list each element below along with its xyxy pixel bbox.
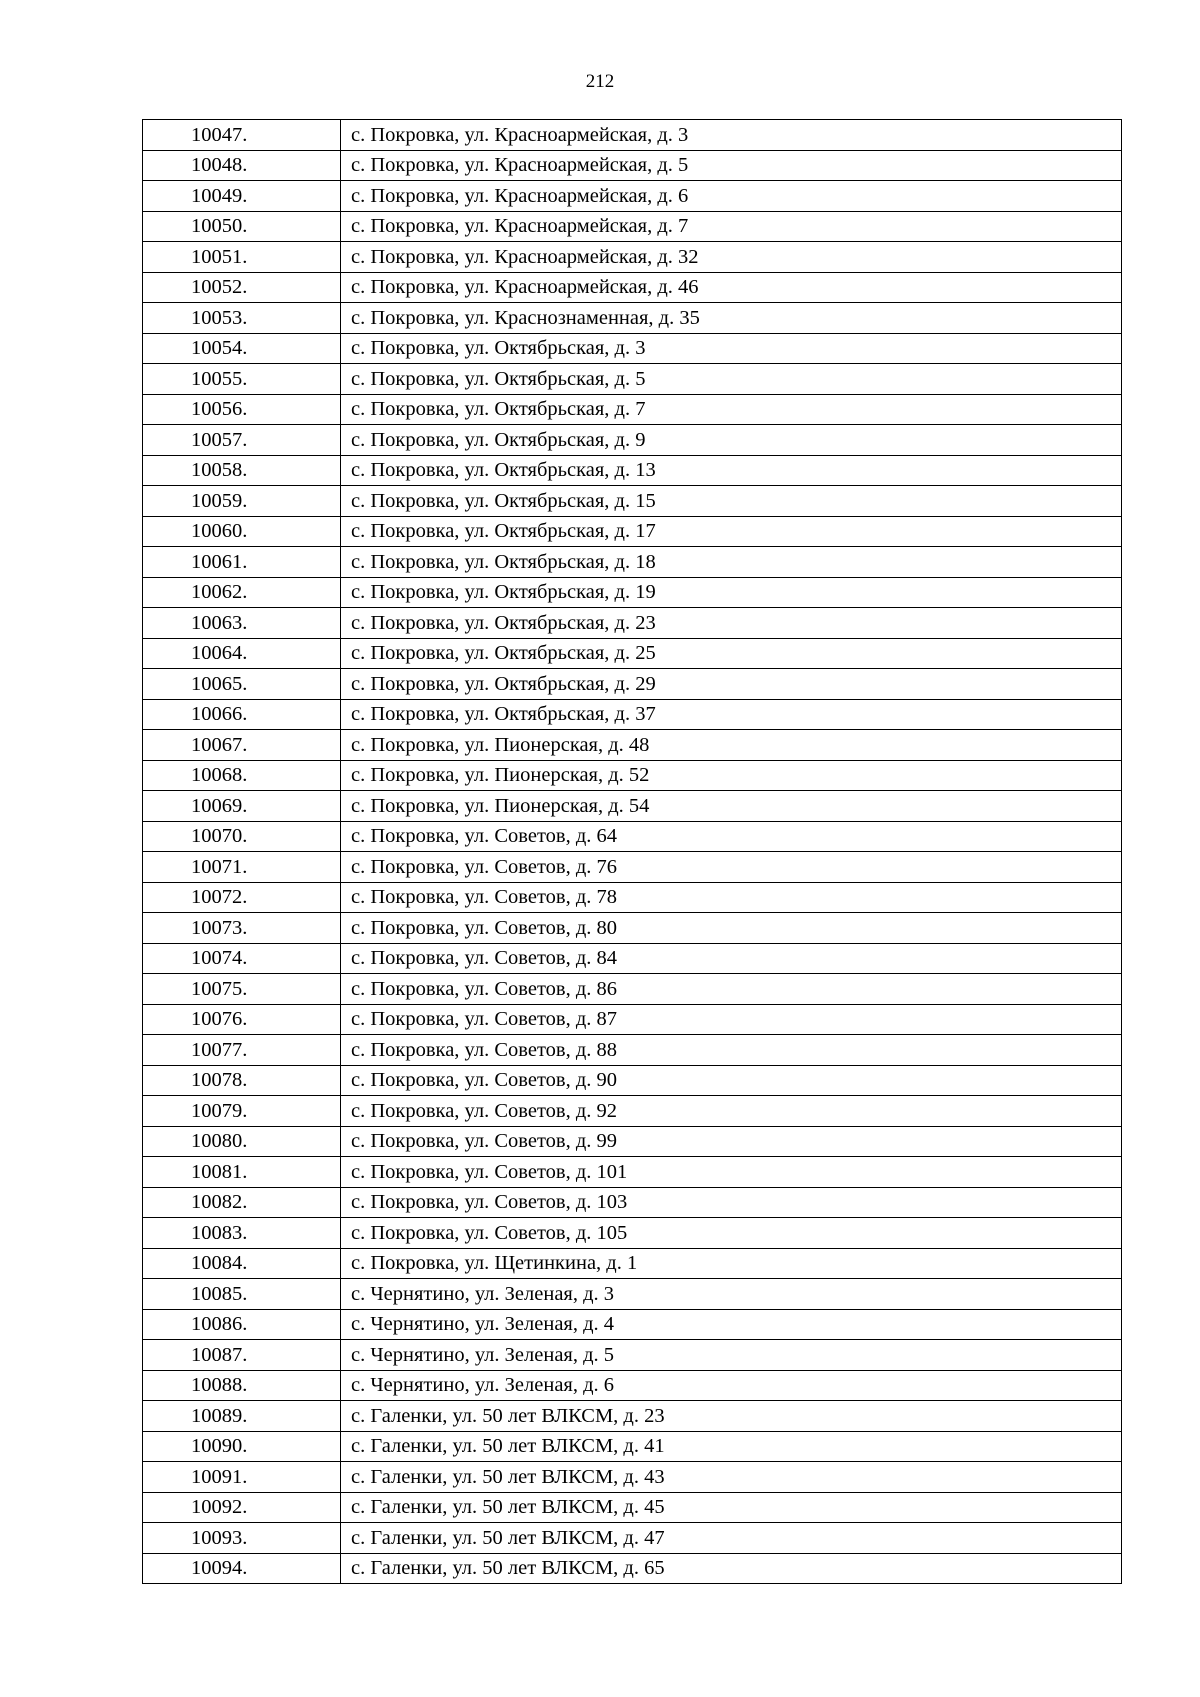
row-number-cell: 10093.	[143, 1523, 341, 1554]
address-cell: с. Покровка, ул. Советов, д. 86	[341, 974, 1122, 1005]
table-row	[143, 1004, 1122, 1035]
table-row	[143, 852, 1122, 883]
row-number-cell: 10075.	[143, 974, 341, 1005]
address-cell: с. Покровка, ул. Советов, д. 90	[341, 1065, 1122, 1096]
table-row	[143, 1309, 1122, 1340]
address-cell: с. Галенки, ул. 50 лет ВЛКСМ, д. 43	[341, 1462, 1122, 1493]
table-row	[143, 150, 1122, 181]
table-row	[143, 211, 1122, 242]
row-number-cell: 10083.	[143, 1218, 341, 1249]
row-number-cell: 10068.	[143, 760, 341, 791]
table-row	[143, 364, 1122, 395]
row-number-cell: 10067.	[143, 730, 341, 761]
row-number-cell: 10051.	[143, 242, 341, 273]
address-cell: с. Покровка, ул. Советов, д. 84	[341, 943, 1122, 974]
table-row	[143, 1492, 1122, 1523]
address-cell: с. Галенки, ул. 50 лет ВЛКСМ, д. 45	[341, 1492, 1122, 1523]
address-cell: с. Покровка, ул. Октябрьская, д. 17	[341, 516, 1122, 547]
table-row	[143, 699, 1122, 730]
address-cell: с. Чернятино, ул. Зеленая, д. 6	[341, 1370, 1122, 1401]
row-number-cell: 10065.	[143, 669, 341, 700]
row-number-cell: 10085.	[143, 1279, 341, 1310]
table-row	[143, 1553, 1122, 1584]
address-cell: с. Покровка, ул. Октябрьская, д. 29	[341, 669, 1122, 700]
table-row	[143, 1126, 1122, 1157]
address-cell: с. Галенки, ул. 50 лет ВЛКСМ, д. 23	[341, 1401, 1122, 1432]
address-cell: с. Покровка, ул. Октябрьская, д. 9	[341, 425, 1122, 456]
row-number-cell: 10063.	[143, 608, 341, 639]
table-row	[143, 730, 1122, 761]
row-number-cell: 10088.	[143, 1370, 341, 1401]
address-cell: с. Покровка, ул. Советов, д. 105	[341, 1218, 1122, 1249]
table-row	[143, 486, 1122, 517]
table-row	[143, 516, 1122, 547]
table-row	[143, 669, 1122, 700]
address-cell: с. Покровка, ул. Щетинкина, д. 1	[341, 1248, 1122, 1279]
table-row	[143, 821, 1122, 852]
address-cell: с. Чернятино, ул. Зеленая, д. 4	[341, 1309, 1122, 1340]
table-row	[143, 425, 1122, 456]
table-row	[143, 120, 1122, 151]
address-cell: с. Покровка, ул. Пионерская, д. 52	[341, 760, 1122, 791]
row-number-cell: 10064.	[143, 638, 341, 669]
row-number-cell: 10054.	[143, 333, 341, 364]
address-cell: с. Покровка, ул. Октябрьская, д. 7	[341, 394, 1122, 425]
table-row	[143, 638, 1122, 669]
table-row	[143, 882, 1122, 913]
row-number-cell: 10078.	[143, 1065, 341, 1096]
address-cell: с. Покровка, ул. Советов, д. 88	[341, 1035, 1122, 1066]
address-cell: с. Покровка, ул. Краснознаменная, д. 35	[341, 303, 1122, 334]
table-row	[143, 1431, 1122, 1462]
table-row	[143, 943, 1122, 974]
row-number-cell: 10053.	[143, 303, 341, 334]
address-cell: с. Покровка, ул. Красноармейская, д. 3	[341, 120, 1122, 151]
address-cell: с. Покровка, ул. Октябрьская, д. 19	[341, 577, 1122, 608]
table-row	[143, 547, 1122, 578]
address-cell: с. Покровка, ул. Октябрьская, д. 23	[341, 608, 1122, 639]
row-number-cell: 10079.	[143, 1096, 341, 1127]
row-number-cell: 10062.	[143, 577, 341, 608]
row-number-cell: 10069.	[143, 791, 341, 822]
row-number-cell: 10081.	[143, 1157, 341, 1188]
row-number-cell: 10047.	[143, 120, 341, 151]
row-number-cell: 10082.	[143, 1187, 341, 1218]
row-number-cell: 10073.	[143, 913, 341, 944]
row-number-cell: 10076.	[143, 1004, 341, 1035]
row-number-cell: 10048.	[143, 150, 341, 181]
address-cell: с. Покровка, ул. Красноармейская, д. 6	[341, 181, 1122, 212]
table-row	[143, 913, 1122, 944]
row-number-cell: 10087.	[143, 1340, 341, 1371]
table-row	[143, 1370, 1122, 1401]
address-cell: с. Покровка, ул. Советов, д. 78	[341, 882, 1122, 913]
address-cell: с. Покровка, ул. Октябрьская, д. 25	[341, 638, 1122, 669]
table-row	[143, 1157, 1122, 1188]
row-number-cell: 10049.	[143, 181, 341, 212]
table-row	[143, 791, 1122, 822]
address-cell: с. Покровка, ул. Советов, д. 76	[341, 852, 1122, 883]
table-row	[143, 760, 1122, 791]
address-cell: с. Покровка, ул. Октябрьская, д. 3	[341, 333, 1122, 364]
table-row	[143, 1279, 1122, 1310]
address-cell: с. Покровка, ул. Октябрьская, д. 5	[341, 364, 1122, 395]
address-cell: с. Покровка, ул. Красноармейская, д. 5	[341, 150, 1122, 181]
table-row	[143, 1462, 1122, 1493]
address-cell: с. Покровка, ул. Советов, д. 101	[341, 1157, 1122, 1188]
row-number-cell: 10058.	[143, 455, 341, 486]
table-row	[143, 608, 1122, 639]
row-number-cell: 10077.	[143, 1035, 341, 1066]
row-number-cell: 10086.	[143, 1309, 341, 1340]
row-number-cell: 10080.	[143, 1126, 341, 1157]
address-cell: с. Покровка, ул. Октябрьская, д. 15	[341, 486, 1122, 517]
address-table	[142, 119, 1122, 1584]
table-row	[143, 1401, 1122, 1432]
address-cell: с. Чернятино, ул. Зеленая, д. 5	[341, 1340, 1122, 1371]
row-number-cell: 10050.	[143, 211, 341, 242]
row-number-cell: 10070.	[143, 821, 341, 852]
table-row	[143, 1035, 1122, 1066]
row-number-cell: 10059.	[143, 486, 341, 517]
address-cell: с. Чернятино, ул. Зеленая, д. 3	[341, 1279, 1122, 1310]
page-number: 212	[585, 71, 615, 92]
address-cell: с. Покровка, ул. Красноармейская, д. 46	[341, 272, 1122, 303]
row-number-cell: 10084.	[143, 1248, 341, 1279]
row-number-cell: 10091.	[143, 1462, 341, 1493]
row-number-cell: 10090.	[143, 1431, 341, 1462]
table-row	[143, 1523, 1122, 1554]
address-cell: с. Галенки, ул. 50 лет ВЛКСМ, д. 41	[341, 1431, 1122, 1462]
table-row	[143, 455, 1122, 486]
table-row	[143, 577, 1122, 608]
address-cell: с. Покровка, ул. Красноармейская, д. 32	[341, 242, 1122, 273]
address-cell: с. Покровка, ул. Советов, д. 64	[341, 821, 1122, 852]
table-row	[143, 1065, 1122, 1096]
address-cell: с. Покровка, ул. Октябрьская, д. 37	[341, 699, 1122, 730]
row-number-cell: 10094.	[143, 1553, 341, 1584]
table-row	[143, 1187, 1122, 1218]
row-number-cell: 10072.	[143, 882, 341, 913]
table-row	[143, 394, 1122, 425]
table-row	[143, 242, 1122, 273]
table-row	[143, 1248, 1122, 1279]
address-cell: с. Покровка, ул. Советов, д. 87	[341, 1004, 1122, 1035]
row-number-cell: 10089.	[143, 1401, 341, 1432]
address-cell: с. Галенки, ул. 50 лет ВЛКСМ, д. 65	[341, 1553, 1122, 1584]
address-cell: с. Покровка, ул. Советов, д. 99	[341, 1126, 1122, 1157]
address-cell: с. Покровка, ул. Советов, д. 80	[341, 913, 1122, 944]
row-number-cell: 10052.	[143, 272, 341, 303]
address-cell: с. Галенки, ул. 50 лет ВЛКСМ, д. 47	[341, 1523, 1122, 1554]
row-number-cell: 10061.	[143, 547, 341, 578]
address-cell: с. Покровка, ул. Красноармейская, д. 7	[341, 211, 1122, 242]
address-cell: с. Покровка, ул. Октябрьская, д. 13	[341, 455, 1122, 486]
address-cell: с. Покровка, ул. Советов, д. 92	[341, 1096, 1122, 1127]
row-number-cell: 10055.	[143, 364, 341, 395]
address-cell: с. Покровка, ул. Октябрьская, д. 18	[341, 547, 1122, 578]
table-row	[143, 1218, 1122, 1249]
address-table-body	[143, 120, 1122, 1584]
address-cell: с. Покровка, ул. Пионерская, д. 48	[341, 730, 1122, 761]
table-row	[143, 181, 1122, 212]
row-number-cell: 10066.	[143, 699, 341, 730]
table-row	[143, 1096, 1122, 1127]
table-row	[143, 303, 1122, 334]
row-number-cell: 10074.	[143, 943, 341, 974]
table-row	[143, 333, 1122, 364]
row-number-cell: 10056.	[143, 394, 341, 425]
address-cell: с. Покровка, ул. Советов, д. 103	[341, 1187, 1122, 1218]
table-row	[143, 1340, 1122, 1371]
address-cell: с. Покровка, ул. Пионерская, д. 54	[341, 791, 1122, 822]
table-row	[143, 974, 1122, 1005]
row-number-cell: 10057.	[143, 425, 341, 456]
table-row	[143, 272, 1122, 303]
row-number-cell: 10092.	[143, 1492, 341, 1523]
row-number-cell: 10060.	[143, 516, 341, 547]
row-number-cell: 10071.	[143, 852, 341, 883]
